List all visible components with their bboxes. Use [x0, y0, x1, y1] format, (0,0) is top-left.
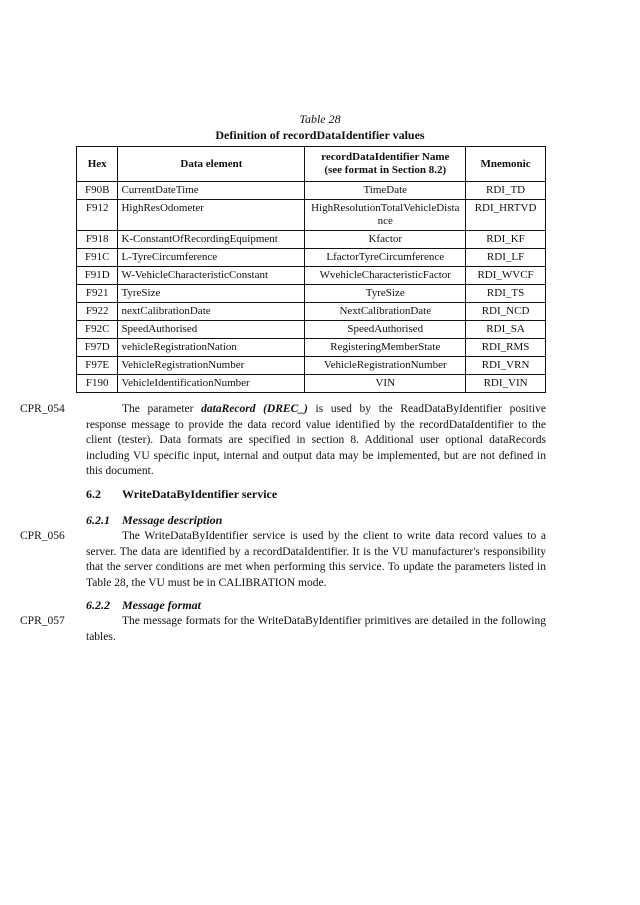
cell-identifier-name: VIN [305, 375, 466, 393]
cell-identifier-name: TimeDate [305, 182, 466, 200]
requirement-label-cpr056: CPR_056 [20, 530, 65, 542]
cell-mnemonic: RDI_TD [466, 182, 546, 200]
cell-data-element: K-ConstantOfRecordingEquipment [118, 231, 305, 249]
cell-hex: F912 [77, 200, 118, 231]
cell-data-element: W-VehicleCharacteristicConstant [118, 267, 305, 285]
cell-hex: F91D [77, 267, 118, 285]
cell-hex: F90B [77, 182, 118, 200]
table-title: Definition of recordDataIdentifier values [215, 128, 425, 142]
table-number: Table 28 [299, 112, 341, 126]
cell-data-element: VehicleIdentificationNumber [118, 375, 305, 393]
cell-hex: F92C [77, 321, 118, 339]
table-row [77, 231, 546, 249]
cell-mnemonic: RDI_VIN [466, 375, 546, 393]
table-header-row [77, 147, 546, 182]
cell-hex: F918 [77, 231, 118, 249]
cell-data-element: SpeedAuthorised [118, 321, 305, 339]
record-data-identifier-table [76, 146, 546, 393]
section-title: Message description [122, 513, 223, 527]
header-identifier-name-line2: (see format in Section 8.2) [324, 164, 447, 176]
requirement-label-cpr054: CPR_054 [20, 403, 65, 415]
cell-mnemonic: RDI_SA [466, 321, 546, 339]
cell-data-element: HighResOdometer [118, 200, 305, 231]
cell-mnemonic: RDI_HRTVD [466, 200, 546, 231]
cell-identifier-name: VehicleRegistrationNumber [305, 357, 466, 375]
header-identifier-name [305, 147, 466, 182]
cell-mnemonic: RDI_VRN [466, 357, 546, 375]
table-row [77, 375, 546, 393]
cell-identifier-name: Kfactor [305, 231, 466, 249]
paragraph-cpr057: The message formats for the WriteDataByIdentifier primitives are detailed in the following tables. [86, 615, 546, 643]
cell-hex: F97E [77, 357, 118, 375]
cell-mnemonic: RDI_TS [466, 285, 546, 303]
section-heading-6-2-2 [86, 598, 201, 613]
table-row [77, 285, 546, 303]
cell-identifier-name: HighResolutionTotalVehicleDistance [305, 200, 466, 231]
table-row [77, 200, 546, 231]
table-row [77, 182, 546, 200]
cell-mnemonic: RDI_KF [466, 231, 546, 249]
section-title: Message format [122, 598, 201, 612]
cpr054-text-after: is used by the ReadDataByIdentifier positive response message to provide the data record value identified by the recordDataIdentifier to the client (tester). Data formats are specified in section 8. Additional user optional dataRecords including VU specific input, internal and output data may be implemented, but are not defined in this document. [86, 403, 546, 477]
header-mnemonic: Mnemonic [466, 147, 546, 182]
table-row [77, 267, 546, 285]
cell-data-element: vehicleRegistrationNation [118, 339, 305, 357]
requirement-label-cpr057: CPR_057 [20, 615, 65, 627]
cell-hex: F921 [77, 285, 118, 303]
table-row [77, 249, 546, 267]
cell-data-element: VehicleRegistrationNumber [118, 357, 305, 375]
cell-identifier-name: WvehicleCharacteristicFactor [305, 267, 466, 285]
cell-identifier-name: TyreSize [305, 285, 466, 303]
cell-data-element: TyreSize [118, 285, 305, 303]
cell-mnemonic: RDI_LF [466, 249, 546, 267]
cell-mnemonic: RDI_NCD [466, 303, 546, 321]
cell-mnemonic: RDI_RMS [466, 339, 546, 357]
section-title: WriteDataByIdentifier service [122, 487, 278, 501]
header-data-element: Data element [118, 147, 305, 182]
cell-data-element: nextCalibrationDate [118, 303, 305, 321]
cpr054-text-before: The parameter [122, 403, 202, 415]
cell-hex: F97D [77, 339, 118, 357]
cell-identifier-name: SpeedAuthorised [305, 321, 466, 339]
paragraph-cpr056: The WriteDataByIdentifier service is used by the client to write data record values to a server. The data are identified by a recordDataIdentifier. It is the VU manufacturer's responsibility that the server conditions are met when performing this service. To update the parameters listed in Table 28, the VU must be in CALIBRATION mode. [86, 530, 546, 589]
table-row [77, 321, 546, 339]
section-heading-6-2 [86, 487, 277, 502]
table-row [77, 303, 546, 321]
cell-data-element: L-TyreCircumference [118, 249, 305, 267]
cell-identifier-name: NextCalibrationDate [305, 303, 466, 321]
table-row [77, 357, 546, 375]
cell-identifier-name: RegisteringMemberState [305, 339, 466, 357]
section-number: 6.2.2 [86, 598, 110, 612]
cell-data-element: CurrentDateTime [118, 182, 305, 200]
cell-mnemonic: RDI_WVCF [466, 267, 546, 285]
header-identifier-name-line1: recordDataIdentifier Name [321, 151, 450, 163]
section-number: 6.2.1 [86, 513, 110, 527]
cpr054-emphasis: dataRecord (DREC_) [201, 403, 308, 415]
section-number: 6.2 [86, 487, 101, 501]
cell-identifier-name: LfactorTyreCircumference [305, 249, 466, 267]
paragraph-cpr054 [86, 402, 546, 480]
table-row [77, 339, 546, 357]
cell-hex: F190 [77, 375, 118, 393]
section-heading-6-2-1 [86, 513, 222, 528]
cell-hex: F91C [77, 249, 118, 267]
header-hex: Hex [77, 147, 118, 182]
cell-hex: F922 [77, 303, 118, 321]
